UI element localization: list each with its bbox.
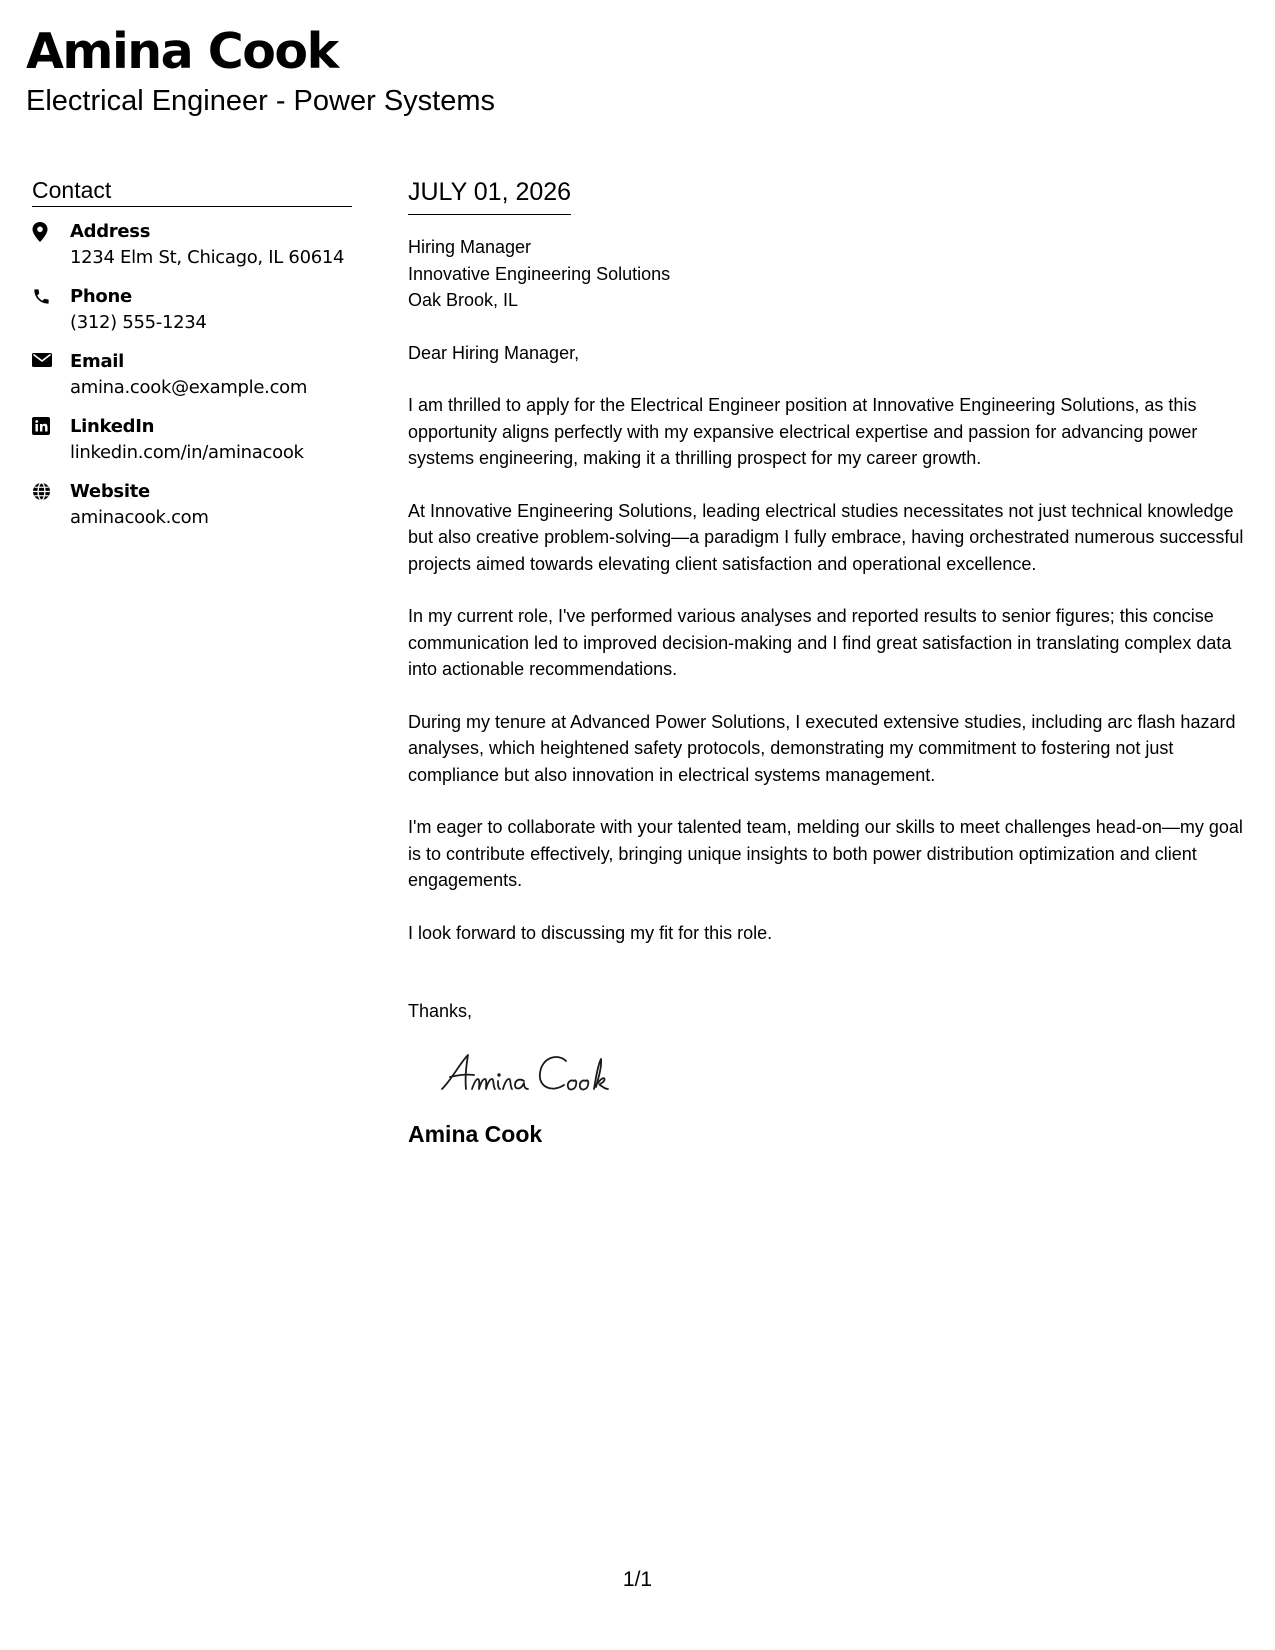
closing: Thanks, bbox=[408, 1001, 473, 1021]
contact-item-linkedin bbox=[32, 414, 352, 466]
recipient-line: Oak Brook, IL bbox=[408, 290, 519, 310]
contact-sidebar bbox=[32, 176, 352, 544]
contact-label-address: Address bbox=[70, 221, 151, 242]
contact-label-email: Email bbox=[70, 351, 125, 372]
applicant-name: Amina Cook bbox=[26, 23, 338, 80]
letter-paragraph: I look forward to discussing my fit for this role. bbox=[408, 922, 773, 943]
globe-icon bbox=[32, 479, 70, 501]
handwritten-signature bbox=[438, 1049, 1258, 1103]
recipient-line: Innovative Engineering Solutions bbox=[408, 263, 671, 284]
salutation: Dear Hiring Manager, bbox=[408, 342, 580, 363]
letter-date: JULY 01, 2026 bbox=[408, 176, 571, 215]
contact-item-address bbox=[32, 219, 352, 271]
contact-item-email bbox=[32, 349, 352, 401]
letter-paragraph: At Innovative Engineering Solutions, leading electrical studies necessitates not just technical knowledge but also creative problem-solving—a paradigm I fully embrace, having orchestrated numerous successful projects aimed towards elevating client satisfaction and operational excellence. bbox=[408, 500, 1244, 574]
contact-item-website bbox=[32, 479, 352, 531]
page-number: 1/1 bbox=[622, 1568, 653, 1591]
contact-item-phone bbox=[32, 284, 352, 336]
contact-label-website: Website bbox=[70, 481, 150, 502]
contact-label-phone: Phone bbox=[70, 286, 132, 307]
contact-value-phone: (312) 555-1234 bbox=[70, 312, 207, 333]
contact-value-email[interactable]: amina.cook@example.com bbox=[70, 377, 308, 398]
contact-list bbox=[32, 219, 352, 531]
letter-paragraph: I'm eager to collaborate with your talented team, melding our skills to meet challenges head-on—my goal is to contribute effectively, bringing unique insights to both power distribution optimization and client engagements. bbox=[408, 817, 1243, 890]
letter-paragraph: I am thrilled to apply for the Electrical Engineer position at Innovative Engineering Solutions, as this opportunity aligns perfectly with my expansive electrical expertise and passion for advancing power systems engineering, making it a thrilling prospect for my career growth. bbox=[408, 395, 1198, 468]
contact-label-linkedin: LinkedIn bbox=[70, 416, 155, 437]
letter-body bbox=[408, 176, 1258, 1149]
contact-value-address: 1234 Elm St, Chicago, IL 60614 bbox=[70, 247, 345, 268]
phone-icon bbox=[32, 284, 70, 306]
letter-paragraph: In my current role, I've performed various analyses and reported results to senior figures; this concise communication led to improved decision-making and I find great satisfaction in translating complex data into actionable recommendations. bbox=[408, 606, 1232, 679]
letter-paragraph: During my tenure at Advanced Power Solutions, I executed extensive studies, including arc flash hazard analyses, which heightened safety protocols, demonstrating my commitment to fostering not just compliance but also innovation in electrical systems management. bbox=[408, 711, 1236, 785]
recipient-block bbox=[408, 234, 1258, 314]
map-marker-icon bbox=[32, 219, 70, 242]
contact-value-linkedin[interactable]: linkedin.com/in/aminacook bbox=[70, 442, 304, 463]
applicant-title: Electrical Engineer - Power Systems bbox=[26, 85, 495, 117]
contact-value-website[interactable]: aminacook.com bbox=[70, 507, 209, 528]
recipient-line: Hiring Manager bbox=[408, 237, 532, 257]
linkedin-icon bbox=[32, 414, 70, 435]
signer-name: Amina Cook bbox=[408, 1120, 543, 1147]
envelope-icon bbox=[32, 349, 70, 368]
contact-heading: Contact bbox=[32, 176, 352, 207]
